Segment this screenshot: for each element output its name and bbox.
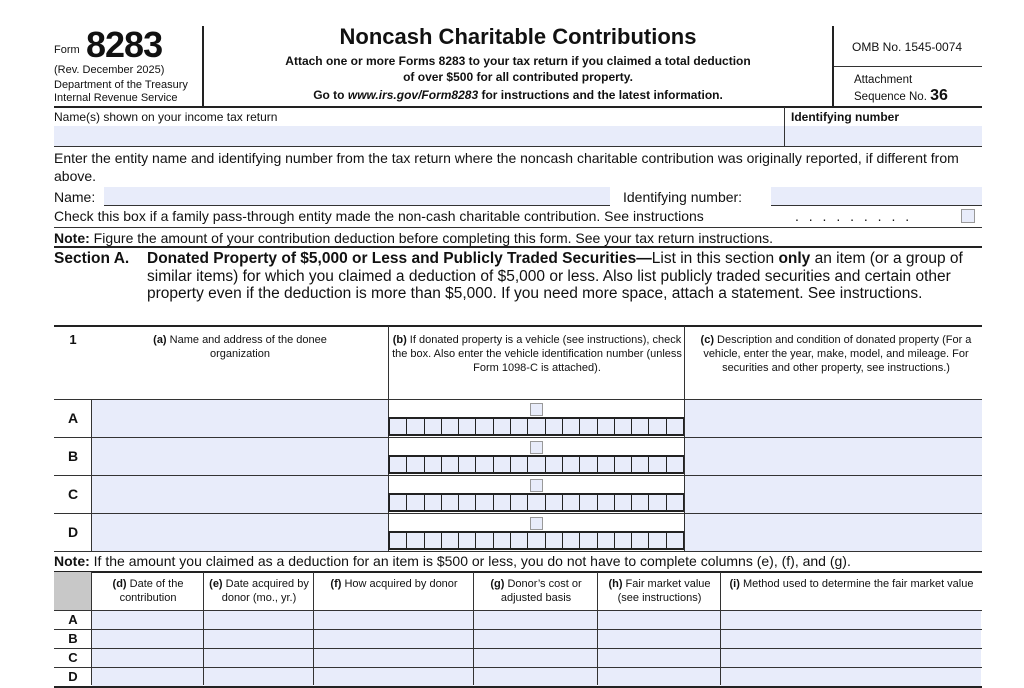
goto-suffix: for instructions and the latest information. [478,88,723,102]
row-label: B [67,448,79,464]
line-number-1: 1 [69,332,77,347]
note-text: Figure the amount of your contribution deduction before completing this form. See your tax return instructions. [89,230,774,246]
goto-url-link[interactable]: www.irs.gov/Form8283 [347,88,479,102]
how-acquired-input[interactable] [314,649,473,667]
col-b-letter: (b) [392,334,407,346]
col-how-acquired-header [316,577,472,591]
col-text: Date acquired by donor (mo., yr.) [221,578,309,604]
donee-name-input[interactable] [92,476,388,513]
vehicle-checkbox[interactable] [530,479,543,492]
method-input[interactable] [721,611,981,629]
vehicle-checkbox[interactable] [530,403,543,416]
col-a-text: Name and address of the donee organization [166,334,327,360]
entity-id-label: Identifying number: [623,189,743,205]
subtitle-line2: of over $500 for all contributed property. [403,70,633,84]
donee-name-input[interactable] [92,400,388,437]
col-text: Donor’s cost or adjusted basis [500,578,582,604]
passthrough-checkbox-text: Check this box if a family pass-through entity made the non-cash charitable contribution. See instructions [54,208,704,224]
col-letter: (e) [209,578,223,590]
shaded-corner-cell [54,572,91,610]
passthrough-checkbox[interactable] [961,209,975,223]
vin-input[interactable] [388,531,685,550]
fair-market-value-input[interactable] [598,630,720,648]
taxpayer-name-label: Name(s) shown on your income tax return [54,110,278,124]
row-label: A [67,410,79,426]
col-letter: (d) [112,578,127,590]
description-input[interactable] [685,400,982,437]
description-input[interactable] [685,438,982,475]
date-contribution-input[interactable] [92,611,203,629]
form-label: Form [54,44,80,56]
col-letter: (g) [490,578,505,590]
entity-instruction: Enter the entity name and identifying number from the tax return where the noncash charitable contribution was originally reported, if different from above. [54,150,959,184]
col-a-header [150,333,330,361]
taxpayer-id-label: Identifying number [791,110,899,124]
taxpayer-id-input[interactable] [785,126,982,146]
donee-name-input[interactable] [92,514,388,551]
how-acquired-input[interactable] [314,668,473,686]
col-c-letter: (c) [700,334,714,346]
col-letter: (h) [608,578,623,590]
section-a-text1: List in this section [651,250,779,267]
donee-name-input[interactable] [92,438,388,475]
section-a-label: Section A. [54,250,130,267]
date-contribution-input[interactable] [92,649,203,667]
col-letter: (i) [729,578,740,590]
entity-name-label: Name: [54,189,96,205]
description-input[interactable] [685,476,982,513]
sequence-label: Sequence No. [854,91,927,103]
attachment-label: Attachment [854,74,913,86]
goto-prefix: Go to [313,88,348,102]
section-a-only: only [778,250,811,267]
row-label: C [67,486,79,502]
col-date-contribution-header [94,577,202,605]
date-acquired-input[interactable] [204,668,313,686]
note2-label: Note: [54,553,90,569]
col-text: Date of the contribution [119,578,184,604]
vin-input[interactable] [388,493,685,512]
col-c-header [696,333,976,375]
sequence-line [854,87,948,105]
sequence-number: 36 [930,87,948,104]
form-revision: (Rev. December 2025) [54,64,165,76]
col-text: Method used to determine the fair market value [739,578,974,590]
section-a-title: Donated Property of $5,000 or Less and Publicly Traded Securities— [147,250,652,267]
col-donor-cost-header [476,577,596,605]
col-c-text: Description and condition of donated property (For a vehicle, enter the year, make, model, and mileage. For securities and other property, see instructions.) [703,334,972,374]
how-acquired-input[interactable] [314,630,473,648]
goto-line [204,88,832,102]
vehicle-checkbox[interactable] [530,441,543,454]
vehicle-checkbox[interactable] [530,517,543,530]
note-label: Note: [54,230,90,246]
entity-id-input[interactable] [771,187,982,206]
method-input[interactable] [721,668,981,686]
fair-market-value-input[interactable] [598,668,720,686]
note-500-or-less [54,553,851,569]
description-input[interactable] [685,514,982,551]
col-b-text: If donated property is a vehicle (see instructions), check the box. Also enter the vehicle identification number (unless Form 1098-C is attached). [392,334,682,374]
taxpayer-name-input[interactable] [54,126,784,146]
col-date-acquired-header [206,577,312,605]
donor-cost-input[interactable] [474,630,597,648]
col-letter: (f) [330,578,342,590]
vin-input[interactable] [388,417,685,436]
fair-market-value-input[interactable] [598,611,720,629]
entity-name-input[interactable] [104,187,610,206]
how-acquired-input[interactable] [314,611,473,629]
donor-cost-input[interactable] [474,649,597,667]
row-label: B [68,631,78,646]
date-acquired-input[interactable] [204,630,313,648]
section-a-text2: an item (or a group of similar items) for which you claimed a deduction of $5,000 or less. Also list publicly traded securities and certain other property even if the deduction is more than $5,000. If you need more space, attach a statement. See instructions. [147,250,963,302]
form-title: Noncash Charitable Contributions [339,24,697,49]
col-text: How acquired by donor [341,578,458,590]
col-b-header [392,333,682,375]
col-text: Fair market value (see instructions) [617,578,711,604]
method-input[interactable] [721,649,981,667]
vin-input[interactable] [388,455,685,474]
row-label: D [67,524,79,540]
section-a-description [147,250,967,303]
row-label: D [68,669,78,684]
row-label: C [68,650,78,665]
note2-text: If the amount you claimed as a deduction for an item is $500 or less, you do not have to complete columns (e), (f), and (g). [89,553,851,569]
note-contribution-deduction [54,230,773,246]
date-contribution-input[interactable] [92,668,203,686]
date-acquired-input[interactable] [204,611,313,629]
leader-dots: . . . . . . . . . [795,208,913,224]
fair-market-value-input[interactable] [598,649,720,667]
department: Department of the Treasury [54,79,188,91]
subtitle-line1: Attach one or more Forms 8283 to your tax return if you claimed a total deduction [285,54,751,68]
omb-number: OMB No. 1545-0074 [852,40,963,54]
form-number: 8283 [86,24,163,65]
col-method-header [723,577,980,591]
donor-cost-input[interactable] [474,668,597,686]
row-label: A [68,612,78,627]
method-input[interactable] [721,630,981,648]
service: Internal Revenue Service [54,92,178,104]
donor-cost-input[interactable] [474,611,597,629]
date-acquired-input[interactable] [204,649,313,667]
col-a-letter: (a) [153,334,167,346]
date-contribution-input[interactable] [92,630,203,648]
col-fair-market-value-header [600,577,719,605]
